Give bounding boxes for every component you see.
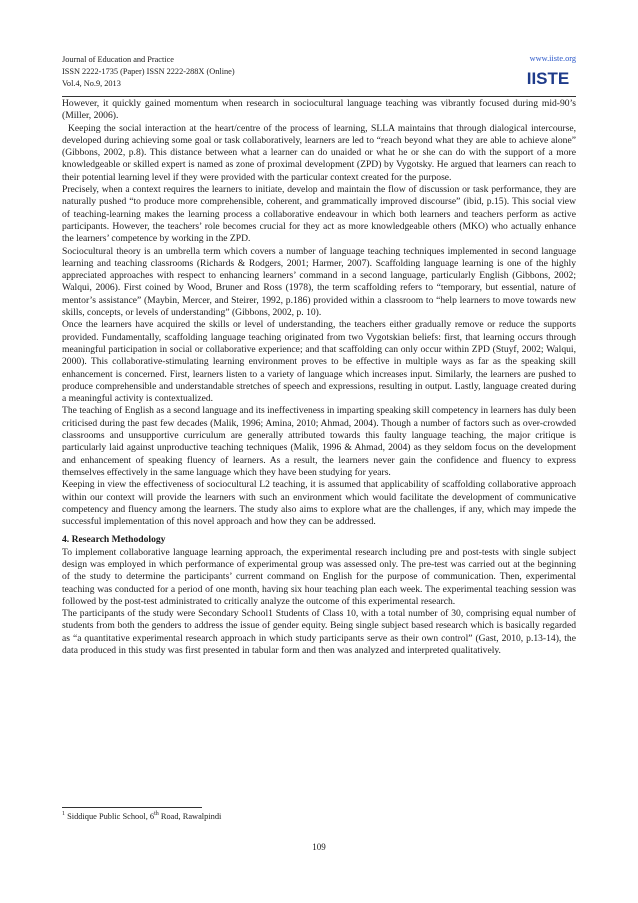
paragraph: The teaching of English as a second language and its ineffectiveness in imparting speaking skill competency in learners has duly been criticised during the past few decades (Malik, 1996; Amina, 2010; Ahmad, 2004). Though a number of factors such as over-crowded classrooms and unsupportive curriculum are generally attributed towards this faulty language teaching, the major critique is particularly laid against unproductive teaching techniques (Malik, 1996 & Ahmad, 2004) as they seldom focus on the development and enhancement of speaking fluency of learners. As a result, the learners never gain the confidence and fluency to express themselves effectively in the same language which they have been studying for years. [62,405,577,478]
header-rule [62,96,576,97]
page-number: 109 [312,842,326,852]
paragraph: Precisely, when a context requires the learners to initiate, develop and maintain the flow of discussion or task performance, they are naturally pushed “to produce more comprehensible, coherent, and grammatically improved discourse” (ibid, p.15). This social view of teaching-learning makes the learning process a collaborative endeavour in which both learners and teachers perform as active participants. However, the teachers’ role becomes crucial for they act as more knowledgeable others (MKO) who actually enhance the learners’ competence by working in the ZPD. [62,184,576,245]
issn-line: ISSN 2222-1735 (Paper) ISSN 2222-288X (Online) [62,67,235,76]
journal-name: Journal of Education and Practice [62,55,174,64]
website-link[interactable]: www.iiste.org [529,54,576,63]
iiste-logo [522,66,574,88]
paragraph: To implement collaborative language learning approach, the experimental research including pre and post-tests with single subject design was employed in which performance of experimental group was assessed only. The pre-test was carried out at the beginning of the study to determine the participants’ current command on English for the purpose of communication. Then, experimental teaching was conducted for a period of one month, having six hour teaching plan each week. The experimental teaching session was followed by the post-test administrated to critically analyze the outcome of this experimental research. [62,546,576,607]
svg-text:IISTE: IISTE [526,69,570,88]
footnote [62,811,221,821]
paragraph: Sociocultural theory is an umbrella term which covers a number of language teaching techniques implemented in second language learning and teaching classrooms (Richards & Rodgers, 2001; Harmer, 2007). Scaffolding language learning is one of the highly appreciated approaches with respect to enhancing learners’ command in a second language, particularly English (Gibbons, 2002; Walqui, 2006). First coined by Wood, Bruner and Ross (1978), the term scaffolding refers to “temporary, but essential, nature of mentor’s assistance” (Maybin, Mercer, and Steirer, 1992, p.186) provided within a classroom to “help learners to move towards new skills, concepts, or levels of understanding” (Gibbons, 2002, p. 10). [62,245,576,319]
volume-line: Vol.4, No.9, 2013 [62,79,121,88]
paragraph: Keeping the social interaction at the heart/centre of the process of learning, SLLA maintains that through dialogical intercourse, developed during achieving some goal or task collaboratively, learners are led to “reach beyond what they are able to achieve alone” (Gibbons, 2002, p.8). This distance between what a learner can do unaided or what he or she can do with the support of a more knowledgeable or skilled expert is named as zone of proximal development (ZPD) by Vygotsky. He argued that learners can reach to their potential learning level if they were provided with the particular context created for the purpose. [62,122,576,183]
footnote-superscript: th [154,811,159,817]
page-header [62,54,576,96]
paragraph: However, it quickly gained momentum when research in sociocultural language teaching was vibrantly focused during mid-90’s (Miller, 2006). [62,98,576,122]
footnote-marker: 1 [62,811,65,817]
footnote-rule [62,807,202,808]
paragraph: Once the learners have acquired the skills or level of understanding, the teachers either gradually remove or reduce the supports provided. Fundamentally, scaffolding language teaching originated from two Vygotskian beliefs: first, that learning occurs through meaningful participation in social or collaborative experience; and that scaffolding can only occur within ZPD (Stuyf, 2002; Walqui, 2000). This collaborative-stimulating learning environment proves to be effective in multiple ways as far as the speaking skill enhancement is concerned. First, learners listen to a variety of language which increases input. Similarly, the learners are pushed to produce comprehensible and understandable stretches of speech and expressions, resulting in output. Lastly, language created during a meaningful activity is contextualized. [62,319,576,405]
article-body [62,98,576,657]
footnote-text-after: Road, Rawalpindi [158,811,222,821]
paragraph: Keeping in view the effectiveness of sociocultural L2 teaching, it is assumed that applicability of scaffolding collaborative approach within our context will provide the learners with such an environment which would facilitate the development of communicative competency and fluency among the learners. The study also aims to explore what are the challenges, if any, which may impede the successful implementation of this novel approach and how they can be addressed. [62,479,576,528]
paragraph: The participants of the study were Secondary School1 Students of Class 10, with a total number of 30, comprising equal number of students from both the genders to address the issue of gender equity. Being single subject based research which is basically regarded as “a quantitative experimental research approach in which study participants serve as their own control” (Gast, 2010, p.13-14), the data produced in this study was first presented in tabular form and then was analyzed and interpreted qualitatively. [62,608,576,657]
footnote-text-before: Siddique Public School, 6 [67,811,155,821]
section-heading: 4. Research Methodology [62,534,166,546]
